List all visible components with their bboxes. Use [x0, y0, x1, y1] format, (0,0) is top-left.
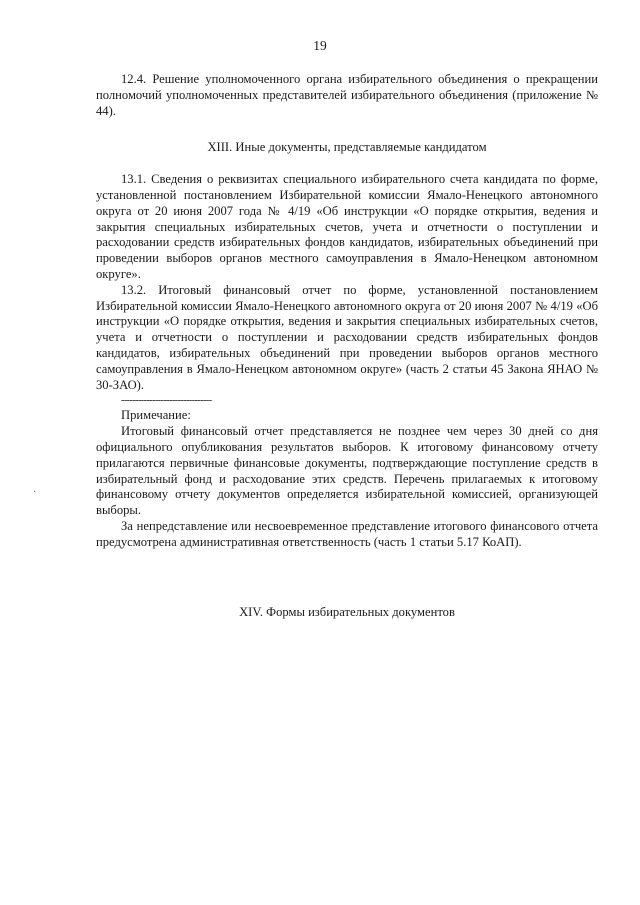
paragraph-13-1: 13.1. Сведения о реквизитах специального избирательного счета кандидата по форме, установленной постановлением Избирательной комиссии Ямало-Ненецкого автономного округа от 20 июня 2007 года № 4/19 «Об инструкции «О порядке открытия, ведения и закрытия специальных избирательных счетов, учета и отчетности о поступлении и расходовании средств избирательных фондов кандидатов, избирательных объединений при проведении выборов органов местного самоуправления в Ямало-Ненецком автономном округе». — [96, 172, 598, 281]
margin-mark: · — [33, 487, 37, 498]
liability-text: За непредставление или несвоевременное представление итогового финансового отчета предусмотрена административная ответственность (часть 1 статьи 5.17 КоАП). — [96, 518, 598, 549]
note-label: Примечание: — [121, 408, 191, 423]
note-text: Итоговый финансовый отчет представляется не позднее чем через 30 дней со дня официального опубликования результатов выборов. К итоговому финансовому отчету прилагаются первичные финансовые документы, подтверждающие поступление средств в избирательный фонд и расходование этих средств. Перечень прилагаемых к итоговому финансовому отчету документов определяется избирательной комиссией, организующей выборы. — [96, 424, 598, 518]
section-13-title: XIII. Иные документы, представляемые кандидатом — [207, 140, 487, 155]
section-14-title: XIV. Формы избирательных документов — [239, 604, 455, 619]
footnote-separator: -------------------------------- — [121, 395, 212, 407]
page-number: 19 — [313, 38, 327, 53]
paragraph-12-4: 12.4. Решение уполномоченного органа избирательного объединения о прекращении полномочий уполномоченных представителей избирательного объединения (приложение № 44). — [96, 72, 598, 118]
document-body — [96, 72, 598, 620]
paragraph-13-2: 13.2. Итоговый финансовый отчет по форме, установленной постановлением Избирательной комиссии Ямало-Ненецкого автономного округа от 20 июня 2007 № 4/19 «Об инструкции «О порядке открытия, ведения и закрытия специальных избирательных счетов, учета и отчетности о поступлении и расходовании средств избирательных фондов кандидатов, избирательных объединений при проведении выборов органов местного самоуправления в Ямало-Ненецком автономном округе» (часть 2 статьи 45 Закона ЯНАО № 30-ЗАО). — [96, 282, 598, 392]
